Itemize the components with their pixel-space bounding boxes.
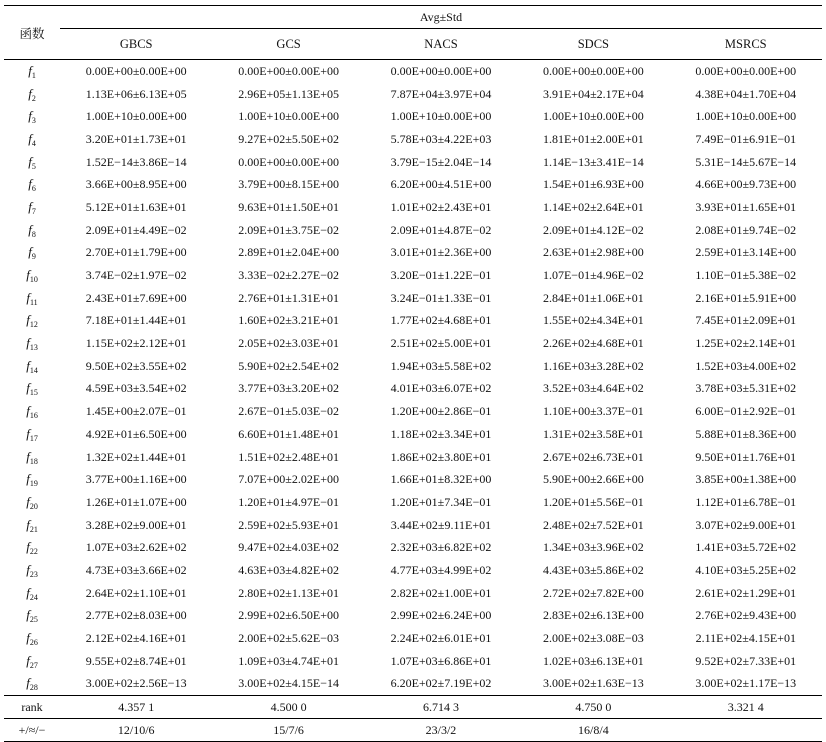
result-cell: 2.61E+02±1.29E+01 <box>695 585 797 600</box>
function-label <box>4 378 60 401</box>
function-symbol: f <box>26 516 30 532</box>
result-cell: 2.59E+02±5.93E+01 <box>238 517 339 532</box>
rank-label: rank <box>21 699 43 714</box>
function-index: 18 <box>29 456 38 466</box>
function-label <box>4 332 60 355</box>
result-cell: 1.01E+02±2.43E+01 <box>390 199 492 214</box>
result-cell: 5.12E+01±1.63E+01 <box>85 199 187 214</box>
result-cell: 2.76E+01±1.31E+01 <box>238 290 339 305</box>
result-cell: 1.32E+02±1.44E+01 <box>85 449 187 464</box>
result-cell: 2.00E+02±3.08E−03 <box>542 631 644 646</box>
table-row <box>4 60 822 83</box>
wtl-cell: 23/3/2 <box>425 722 457 737</box>
function-index: 22 <box>29 547 38 557</box>
result-cell: 2.67E+02±6.73E+01 <box>542 449 644 464</box>
result-cell: 1.20E+01±5.56E−01 <box>542 494 644 509</box>
function-label <box>4 173 60 196</box>
function-symbol: f <box>26 403 30 419</box>
table-row <box>4 559 822 582</box>
function-symbol: f <box>26 425 30 441</box>
result-cell: 1.00E+10±0.00E+00 <box>695 109 797 124</box>
result-cell: 9.27E+02±5.50E+02 <box>238 131 339 146</box>
result-cell: 2.82E+02±1.00E+01 <box>390 585 492 600</box>
table-row <box>4 468 822 491</box>
result-cell: 2.89E+01±2.04E+00 <box>238 245 339 260</box>
result-cell: 2.09E+01±4.49E−02 <box>85 222 187 237</box>
result-cell: 2.72E+02±7.82E+00 <box>542 585 644 600</box>
result-cell: 3.85E+00±1.38E+00 <box>695 472 797 487</box>
function-symbol: f <box>28 85 32 101</box>
function-label <box>4 60 60 83</box>
result-cell: 4.59E+03±3.54E+02 <box>85 381 187 396</box>
result-cell: 5.31E−14±5.67E−14 <box>695 154 797 169</box>
result-cell: 9.63E+01±1.50E+01 <box>238 199 339 214</box>
result-cell: 3.24E−01±1.33E−01 <box>390 290 492 305</box>
result-cell: 3.77E+00±1.16E+00 <box>85 472 187 487</box>
result-cell: 7.18E+01±1.44E+01 <box>85 313 187 328</box>
function-symbol: f <box>26 652 30 668</box>
table-row <box>4 650 822 673</box>
function-index: 21 <box>29 524 38 534</box>
result-cell: 2.70E+01±1.79E+00 <box>85 245 187 260</box>
result-cell: 2.24E+02±6.01E+01 <box>390 631 492 646</box>
win-tie-loss-row <box>4 719 822 742</box>
header-row-algorithms <box>4 29 822 60</box>
function-index: 23 <box>29 569 38 579</box>
function-index: 7 <box>31 206 36 216</box>
result-cell: 7.45E+01±2.09E+01 <box>695 313 797 328</box>
result-cell: 3.01E+01±2.36E+00 <box>390 245 492 260</box>
result-cell: 2.76E+02±9.43E+00 <box>695 608 797 623</box>
function-label <box>4 128 60 151</box>
function-index: 3 <box>31 116 36 126</box>
result-cell: 7.49E−01±6.91E−01 <box>695 131 797 146</box>
result-cell: 1.09E+03±4.74E+01 <box>238 653 339 668</box>
result-cell: 5.88E+01±8.36E+00 <box>695 426 797 441</box>
result-cell: 2.83E+02±6.13E+00 <box>542 608 644 623</box>
result-cell: 7.07E+00±2.02E+00 <box>238 472 339 487</box>
result-cell: 1.18E+02±3.34E+01 <box>390 426 492 441</box>
result-cell: 1.25E+02±2.14E+01 <box>695 336 797 351</box>
result-cell: 9.50E+01±1.76E+01 <box>695 449 797 464</box>
function-symbol: f <box>28 244 32 260</box>
table-row <box>4 605 822 628</box>
result-cell: 1.07E−01±4.96E−02 <box>542 268 644 283</box>
result-cell: 1.00E+10±0.00E+00 <box>238 109 339 124</box>
result-cell: 3.20E+01±1.73E+01 <box>85 131 187 146</box>
function-index: 24 <box>29 592 38 602</box>
rank-cell: 4.500 0 <box>270 699 307 714</box>
result-cell: 4.63E+03±4.82E+02 <box>238 562 339 577</box>
function-index: 5 <box>31 161 36 171</box>
result-cell: 0.00E+00±0.00E+00 <box>542 63 644 78</box>
result-cell: 1.45E+00±2.07E−01 <box>85 404 187 419</box>
table-row <box>4 264 822 287</box>
result-cell: 2.59E+01±3.14E+00 <box>695 245 797 260</box>
result-cell: 1.26E+01±1.07E+00 <box>85 494 187 509</box>
result-cell: 3.79E+00±8.15E+00 <box>238 177 339 192</box>
function-label <box>4 491 60 514</box>
table-row <box>4 491 822 514</box>
table-row <box>4 582 822 605</box>
table-row <box>4 219 822 242</box>
table-row <box>4 355 822 378</box>
table-row <box>4 673 822 696</box>
result-cell: 3.91E+04±2.17E+04 <box>542 86 644 101</box>
result-cell: 6.20E+02±7.19E+02 <box>390 676 492 691</box>
result-cell: 9.50E+02±3.55E+02 <box>85 358 187 373</box>
function-label <box>4 627 60 650</box>
function-label <box>4 559 60 582</box>
algorithm-header: MSRCS <box>724 36 767 51</box>
result-cell: 4.66E+00±9.73E+00 <box>695 177 797 192</box>
function-symbol: f <box>26 584 30 600</box>
result-cell: 1.54E+01±6.93E+00 <box>542 177 644 192</box>
result-cell: 1.81E+01±2.00E+01 <box>542 131 644 146</box>
function-index: 27 <box>29 660 38 670</box>
result-cell: 1.94E+03±5.58E+02 <box>390 358 492 373</box>
table-row <box>4 423 822 446</box>
function-symbol: f <box>26 380 30 396</box>
result-cell: 2.43E+01±7.69E+00 <box>85 290 187 305</box>
result-cell: 4.38E+04±1.70E+04 <box>695 86 797 101</box>
function-label <box>4 514 60 537</box>
function-label <box>4 287 60 310</box>
function-symbol: f <box>26 357 30 373</box>
result-cell: 1.41E+03±5.72E+02 <box>695 540 797 555</box>
function-symbol: f <box>26 448 30 464</box>
function-index: 6 <box>31 184 36 194</box>
result-cell: 1.52E+03±4.00E+02 <box>695 358 797 373</box>
result-cell: 2.08E+01±9.74E−02 <box>695 222 797 237</box>
function-index: 15 <box>29 388 38 398</box>
results-body <box>4 60 822 696</box>
result-cell: 4.77E+03±4.99E+02 <box>390 562 492 577</box>
function-index: 17 <box>29 433 38 443</box>
function-label <box>4 650 60 673</box>
wtl-cell <box>670 719 822 742</box>
table-row <box>4 173 822 196</box>
result-cell: 2.99E+02±6.50E+00 <box>238 608 339 623</box>
result-cell: 5.78E+03±4.22E+03 <box>390 131 492 146</box>
result-cell: 3.28E+02±9.00E+01 <box>85 517 187 532</box>
table-row <box>4 83 822 106</box>
result-cell: 3.33E−02±2.27E−02 <box>238 268 339 283</box>
function-index: 10 <box>29 275 38 285</box>
function-symbol: f <box>26 630 30 646</box>
result-cell: 9.47E+02±4.03E+02 <box>238 540 339 555</box>
function-symbol: f <box>26 493 30 509</box>
result-cell: 1.00E+10±0.00E+00 <box>390 109 492 124</box>
table-row <box>4 536 822 559</box>
result-cell: 3.66E+00±8.95E+00 <box>85 177 187 192</box>
result-cell: 4.92E+01±6.50E+00 <box>85 426 187 441</box>
result-cell: 1.20E+00±2.86E−01 <box>390 404 492 419</box>
result-cell: 1.20E+01±4.97E−01 <box>238 494 339 509</box>
result-cell: 3.74E−02±1.97E−02 <box>85 268 187 283</box>
table-row <box>4 378 822 401</box>
function-index: 25 <box>29 615 38 625</box>
rank-row <box>4 696 822 719</box>
result-cell: 2.51E+02±5.00E+01 <box>390 336 492 351</box>
table-row <box>4 310 822 333</box>
result-cell: 6.00E−01±2.92E−01 <box>695 404 797 419</box>
result-cell: 1.16E+03±3.28E+02 <box>542 358 644 373</box>
function-symbol: f <box>26 289 30 305</box>
result-cell: 2.67E−01±5.03E−02 <box>238 404 339 419</box>
function-label <box>4 310 60 333</box>
result-cell: 1.07E+03±6.86E+01 <box>390 653 492 668</box>
result-cell: 3.00E+02±4.15E−14 <box>238 676 339 691</box>
function-symbol: f <box>26 675 30 691</box>
function-index: 19 <box>29 479 38 489</box>
result-cell: 6.20E+00±4.51E+00 <box>390 177 492 192</box>
function-label <box>4 423 60 446</box>
results-table <box>4 5 822 742</box>
result-cell: 0.00E+00±0.00E+00 <box>238 63 339 78</box>
table-row <box>4 332 822 355</box>
result-cell: 2.77E+02±8.03E+00 <box>85 608 187 623</box>
function-index: 20 <box>29 501 38 511</box>
result-cell: 1.07E+03±2.62E+02 <box>85 540 187 555</box>
wtl-cell: 16/8/4 <box>578 722 609 737</box>
function-label <box>4 355 60 378</box>
function-label <box>4 446 60 469</box>
result-cell: 2.11E+02±4.15E+01 <box>695 631 796 646</box>
result-cell: 1.10E+00±3.37E−01 <box>542 404 644 419</box>
function-index: 9 <box>31 252 36 262</box>
result-cell: 1.52E−14±3.86E−14 <box>85 154 187 169</box>
result-cell: 9.52E+02±7.33E+01 <box>695 653 797 668</box>
result-cell: 3.77E+03±3.20E+02 <box>238 381 339 396</box>
result-cell: 1.12E+01±6.78E−01 <box>695 494 797 509</box>
result-cell: 0.00E+00±0.00E+00 <box>695 63 797 78</box>
result-cell: 2.05E+02±3.03E+01 <box>238 336 339 351</box>
function-column-header: 函数 <box>4 6 60 60</box>
result-cell: 2.80E+02±1.13E+01 <box>238 585 339 600</box>
result-cell: 2.12E+02±4.16E+01 <box>85 631 187 646</box>
table-row <box>4 151 822 174</box>
function-symbol: f <box>26 561 30 577</box>
function-label <box>4 605 60 628</box>
function-label <box>4 83 60 106</box>
result-cell: 1.14E+02±2.64E+01 <box>542 199 644 214</box>
result-cell: 1.34E+03±3.96E+02 <box>542 540 644 555</box>
result-cell: 1.60E+02±3.21E+01 <box>238 313 339 328</box>
function-label <box>4 264 60 287</box>
rank-cell: 3.321 4 <box>727 699 764 714</box>
result-cell: 2.09E+01±4.12E−02 <box>542 222 644 237</box>
result-cell: 2.00E+02±5.62E−03 <box>238 631 339 646</box>
function-symbol: f <box>28 198 32 214</box>
table-row <box>4 287 822 310</box>
table-row <box>4 627 822 650</box>
result-cell: 3.79E−15±2.04E−14 <box>390 154 492 169</box>
function-label <box>4 673 60 696</box>
result-cell: 0.00E+00±0.00E+00 <box>238 154 339 169</box>
result-cell: 3.20E−01±1.22E−01 <box>390 268 492 283</box>
result-cell: 4.01E+03±6.07E+02 <box>390 381 492 396</box>
result-cell: 1.31E+02±3.58E+01 <box>542 426 644 441</box>
result-cell: 2.09E+01±3.75E−02 <box>238 222 339 237</box>
result-cell: 1.14E−13±3.41E−14 <box>542 154 644 169</box>
result-cell: 1.51E+02±2.48E+01 <box>238 449 339 464</box>
result-cell: 1.77E+02±4.68E+01 <box>390 313 492 328</box>
result-cell: 3.00E+02±2.56E−13 <box>85 676 187 691</box>
result-cell: 2.64E+02±1.10E+01 <box>85 585 187 600</box>
function-symbol: f <box>26 335 30 351</box>
function-index: 28 <box>29 683 38 693</box>
table-row <box>4 196 822 219</box>
table-row <box>4 105 822 128</box>
wtl-cell: 15/7/6 <box>273 722 304 737</box>
function-label <box>4 196 60 219</box>
function-index: 16 <box>29 411 38 421</box>
function-symbol: f <box>28 62 32 78</box>
result-cell: 2.16E+01±5.91E+00 <box>695 290 797 305</box>
table-row <box>4 514 822 537</box>
function-label <box>4 242 60 265</box>
result-cell: 1.10E−01±5.38E−02 <box>695 268 797 283</box>
result-cell: 2.99E+02±6.24E+00 <box>390 608 492 623</box>
result-cell: 1.13E+06±6.13E+05 <box>85 86 187 101</box>
function-symbol: f <box>28 130 32 146</box>
function-index: 1 <box>31 70 36 80</box>
result-cell: 2.63E+01±2.98E+00 <box>542 245 644 260</box>
function-symbol: f <box>28 176 32 192</box>
result-cell: 1.15E+02±2.12E+01 <box>85 336 187 351</box>
function-label <box>4 400 60 423</box>
result-cell: 4.10E+03±5.25E+02 <box>695 562 797 577</box>
result-cell: 3.44E+02±9.11E+01 <box>390 517 492 532</box>
result-cell: 6.60E+01±1.48E+01 <box>238 426 339 441</box>
header-row-group <box>4 6 822 29</box>
result-cell: 9.55E+02±8.74E+01 <box>85 653 187 668</box>
table-row <box>4 128 822 151</box>
function-index: 4 <box>31 138 36 148</box>
wtl-label: +/≈/− <box>18 722 46 737</box>
result-cell: 1.00E+10±0.00E+00 <box>542 109 644 124</box>
algorithm-header: GBCS <box>119 36 153 51</box>
function-label <box>4 219 60 242</box>
function-symbol: f <box>26 539 30 555</box>
table-row <box>4 400 822 423</box>
function-symbol: f <box>28 108 32 124</box>
result-cell: 0.00E+00±0.00E+00 <box>390 63 492 78</box>
avg-std-group-header: Avg±Std <box>60 6 822 29</box>
result-cell: 3.93E+01±1.65E+01 <box>695 199 797 214</box>
rank-cell: 6.714 3 <box>422 699 459 714</box>
result-cell: 1.55E+02±4.34E+01 <box>542 313 644 328</box>
result-cell: 2.96E+05±1.13E+05 <box>238 86 339 101</box>
result-cell: 3.07E+02±9.00E+01 <box>695 517 797 532</box>
result-cell: 2.26E+02±4.68E+01 <box>542 336 644 351</box>
result-cell: 2.32E+03±6.82E+02 <box>390 540 492 555</box>
function-index: 11 <box>29 297 38 307</box>
function-index: 26 <box>29 638 38 648</box>
function-symbol: f <box>28 221 32 237</box>
result-cell: 7.87E+04±3.97E+04 <box>390 86 492 101</box>
result-cell: 3.00E+02±1.63E−13 <box>542 676 644 691</box>
result-cell: 1.02E+03±6.13E+01 <box>542 653 644 668</box>
result-cell: 0.00E+00±0.00E+00 <box>85 63 187 78</box>
algorithm-header: NACS <box>424 36 458 51</box>
result-cell: 3.52E+03±4.64E+02 <box>542 381 644 396</box>
result-cell: 1.20E+01±7.34E−01 <box>390 494 492 509</box>
function-index: 14 <box>29 365 38 375</box>
result-cell: 4.73E+03±3.66E+02 <box>85 562 187 577</box>
rank-cell: 4.750 0 <box>575 699 612 714</box>
result-cell: 4.43E+03±5.86E+02 <box>542 562 644 577</box>
result-cell: 2.09E+01±4.87E−02 <box>390 222 492 237</box>
function-index: 2 <box>31 93 36 103</box>
function-symbol: f <box>26 312 30 328</box>
result-cell: 1.00E+10±0.00E+00 <box>85 109 187 124</box>
function-label <box>4 105 60 128</box>
result-cell: 2.48E+02±7.52E+01 <box>542 517 644 532</box>
result-cell: 5.90E+02±2.54E+02 <box>238 358 339 373</box>
table-row <box>4 242 822 265</box>
result-cell: 1.66E+01±8.32E+00 <box>390 472 492 487</box>
result-cell: 3.78E+03±5.31E+02 <box>695 381 797 396</box>
function-symbol: f <box>28 153 32 169</box>
function-index: 8 <box>31 229 36 239</box>
function-label <box>4 151 60 174</box>
wtl-cell: 12/10/6 <box>117 722 155 737</box>
function-symbol: f <box>26 267 30 283</box>
result-cell: 2.84E+01±1.06E+01 <box>542 290 644 305</box>
function-index: 12 <box>29 320 38 330</box>
function-label <box>4 468 60 491</box>
result-cell: 1.86E+02±3.80E+01 <box>390 449 492 464</box>
result-cell: 3.00E+02±1.17E−13 <box>695 676 797 691</box>
function-index: 13 <box>29 343 38 353</box>
function-label <box>4 536 60 559</box>
result-cell: 5.90E+00±2.66E+00 <box>542 472 644 487</box>
algorithm-header: SDCS <box>577 36 609 51</box>
function-label <box>4 582 60 605</box>
function-symbol: f <box>26 607 30 623</box>
algorithm-header: GCS <box>276 36 301 51</box>
rank-cell: 4.357 1 <box>118 699 155 714</box>
function-symbol: f <box>26 471 30 487</box>
table-row <box>4 446 822 469</box>
